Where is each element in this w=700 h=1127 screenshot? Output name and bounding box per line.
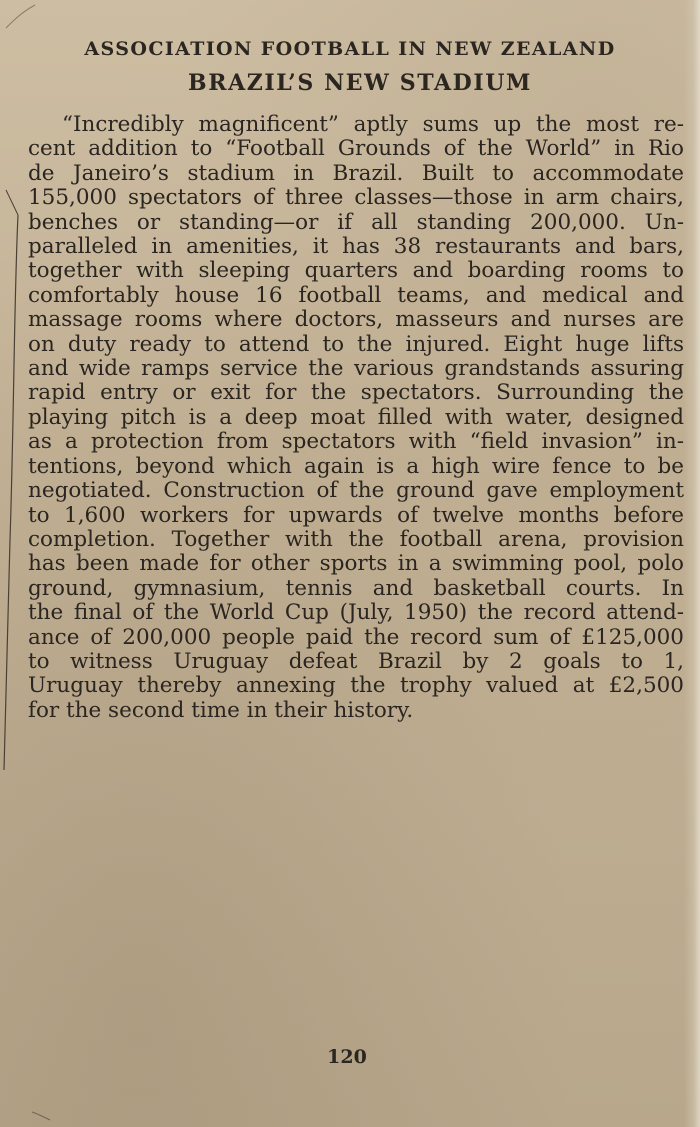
text-line: massage rooms where doctors, masseurs and nurses are — [28, 307, 684, 333]
text-line: to witness Uruguay defeat Brazil by 2 goals to 1, — [28, 648, 684, 674]
running-head: ASSOCIATION FOOTBALL IN NEW ZEALAND — [84, 38, 616, 60]
page-number: 120 — [327, 1046, 367, 1068]
text-line: on duty ready to attend to the injured. Eight huge lifts — [28, 331, 684, 357]
text-line: comfortably house 16 football teams, and medical and — [28, 282, 684, 308]
article-body — [28, 113, 684, 723]
pencil-mark-icon — [30, 1108, 52, 1122]
text-line: 155,000 spectators of three classes—those in arm chairs, — [28, 185, 684, 211]
text-line: together with sleeping quarters and boarding rooms to — [28, 258, 684, 284]
text-line: and wide ramps service the various grandstands assuring — [28, 356, 684, 382]
text-line: rapid entry or exit for the spectators. Surrounding the — [28, 380, 684, 406]
article-title: BRAZIL’S NEW STADIUM — [188, 70, 532, 96]
text-line: benches or standing—or if all standing 200,000. Un- — [28, 209, 684, 235]
text-line: negotiated. Construction of the ground gave employment — [28, 478, 684, 504]
text-line: completion. Together with the football arena, provision — [28, 526, 684, 552]
text-line: Uruguay thereby annexing the trophy valued at £2,500 — [28, 673, 684, 699]
page-edge-shadow — [684, 0, 700, 1127]
text-line: cent addition to “Football Grounds of the World” in Rio — [28, 136, 684, 162]
text-line: playing pitch is a deep moat filled with water, designed — [28, 404, 684, 430]
text-line: paralleled in amenities, it has 38 restaurants and bars, — [28, 234, 684, 260]
text-line: ground, gymnasium, tennis and basketball courts. In — [28, 575, 684, 601]
text-line: ance of 200,000 people paid the record sum of £125,000 — [28, 624, 684, 650]
text-line: the final of the World Cup (July, 1950) the record attend- — [28, 600, 684, 626]
text-line: tentions, beyond which again is a high wire fence to be — [28, 453, 684, 479]
text-line: to 1,600 workers for upwards of twelve months before — [28, 502, 684, 528]
text-line: as a protection from spectators with “field invasion” in- — [28, 429, 684, 455]
text-line: for the second time in their history. — [28, 697, 414, 723]
text-line: “Incredibly magnificent” aptly sums up the most re- — [62, 112, 684, 137]
text-line: has been made for other sports in a swimming pool, polo — [28, 551, 684, 577]
text-line: de Janeiro’s stadium in Brazil. Built to accommodate — [28, 160, 684, 186]
